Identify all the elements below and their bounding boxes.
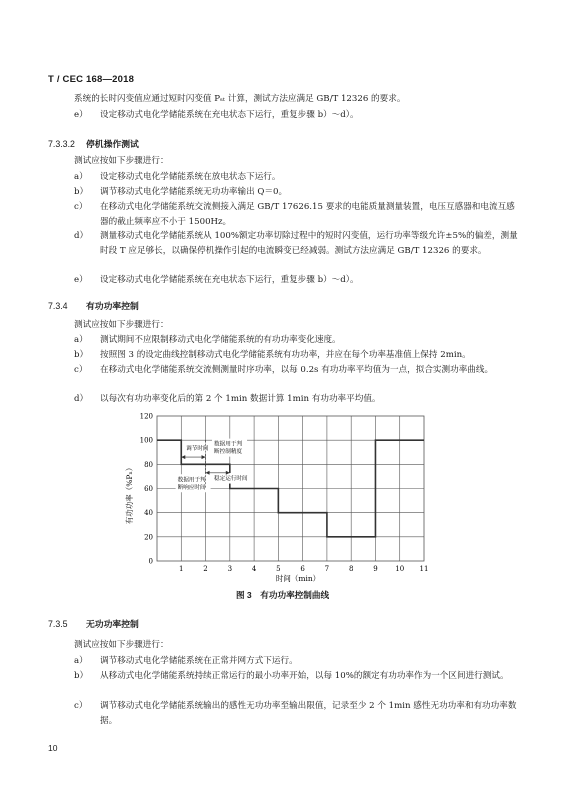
y-tick-label: 120: [139, 412, 153, 421]
annotation-text: 断控制精度: [214, 449, 243, 456]
y-tick-label: 40: [144, 509, 153, 518]
continued-line: 系统的长时闪变值应通过短时闪变值 Pₛₜ 计算，测试方法应满足 GB/T 12326 的要求。: [74, 94, 406, 104]
annotation-text: 数据用于判: [214, 441, 243, 448]
item-text: 在移动式电化学储能系统交流侧接入满足 GB/T 17626.15 要求的电能质量测量装置，电压互感器和电流互感器的截止频率应不小于 1500Hz。: [100, 202, 515, 227]
item-text: 在移动式电化学储能系统交流侧测量时序功率，以每 0.2s 有功功率平均值为一点，拟合实测功率曲线。: [100, 365, 494, 375]
stable-time-arrow-head-left: [206, 471, 210, 475]
y-tick-label: 80: [144, 460, 153, 469]
item-text: 调节移动式电化学储能系统无功功率输出 Q＝0。: [100, 187, 288, 197]
annotation-text: 断响应时间: [177, 484, 206, 491]
section-heading-735: [48, 617, 139, 630]
item-text: 调节移动式电化学储能系统在正常并网方式下运行。: [100, 656, 298, 666]
item-label: c）: [74, 365, 88, 375]
item-label: c）: [74, 701, 88, 711]
x-tick-label: 10: [395, 565, 405, 573]
x-tick-label: 7: [324, 565, 330, 573]
y-tick-label: 60: [144, 485, 153, 493]
chart-ticks: [140, 413, 429, 574]
y-tick-label: 20: [144, 533, 153, 542]
item-label: e）: [74, 110, 88, 120]
item-text: 设定移动式电化学储能系统在放电状态下运行。: [100, 172, 281, 182]
list-item: [74, 108, 564, 123]
annotation-text: 调节时间: [186, 445, 209, 452]
section-number: 7.3.4: [48, 301, 68, 311]
x-tick-label: 3: [227, 565, 233, 573]
item-label: d）: [74, 231, 89, 241]
x-tick-label: 8: [348, 565, 354, 573]
annotation-text: 数据用于判: [177, 477, 206, 484]
y-tick-label: 100: [139, 436, 153, 445]
y-axis-label: 有功功率（%Pₙ）: [125, 463, 134, 525]
item-text: 设定移动式电化学储能系统在充电状态下运行，重复步骤 b）～d）。: [100, 110, 359, 120]
figure-caption: 图 3 有功功率控制曲线: [235, 590, 330, 600]
section-intro: 测试应按如下步骤进行：: [74, 640, 169, 650]
y-tick-label: 0: [148, 557, 153, 566]
annotation-text: 稳定运行时间: [214, 476, 248, 483]
doc-header-id: T / CEC 168—2018: [48, 74, 135, 85]
x-axis-label: 时间（min）: [275, 574, 321, 583]
item-label: a）: [74, 335, 88, 345]
active-power-chart: [110, 408, 440, 586]
section-title: 有功功率控制: [86, 301, 139, 311]
item-label: a）: [74, 172, 88, 182]
section-intro: 测试应按如下步骤进行：: [74, 320, 169, 330]
x-tick-label: 5: [276, 565, 281, 573]
section-title: 停机操作测试: [86, 139, 139, 149]
item-label: c）: [74, 202, 88, 212]
x-tick-label: 11: [419, 565, 429, 573]
item-label: e）: [74, 275, 88, 285]
item-text: 从移动式电化学储能系统持续正常运行的最小功率开始，以每 10%的额定有功功率作为一个区间进行测试。: [100, 671, 509, 681]
item-label: b）: [74, 671, 89, 681]
item-text: 以每次有功功率变化后的第 2 个 1min 数据计算 1min 有功功率平均值。: [100, 394, 381, 404]
x-tick-label: 1: [179, 565, 184, 573]
section-title: 无功功率控制: [86, 619, 139, 629]
x-tick-label: 4: [251, 565, 257, 573]
item-label: b）: [74, 350, 89, 360]
section-intro: 测试应按如下步骤进行：: [74, 156, 169, 166]
item-label: b）: [74, 187, 89, 197]
item-text: 按照图 3 的设定曲线控制移动式电化学储能系统有功功率，并应在每个功率基准值上保持 2min。: [100, 350, 471, 360]
adjust-time-arrow-head-right: [202, 455, 206, 459]
item-text: 测试期间不应限制移动式电化学储能系统的有功功率变化速度。: [100, 335, 341, 345]
item-text: 测量移动式电化学储能系统从 100%额定功率切除过程中的短时闪变值，运行功率等级允许±5%的偏差，测量时段 T 应足够长，以确保停机操作引起的电流瞬变已经减弱。测试方法应满足 GB/T 12326 的要求。: [100, 231, 518, 256]
item-label: a）: [74, 656, 88, 666]
chart-annotations: [176, 439, 254, 493]
section-heading-7332: [48, 137, 139, 150]
section-heading-734: [48, 299, 139, 312]
section-number: 7.3.3.2: [48, 139, 75, 149]
x-tick-label: 6: [300, 565, 305, 573]
item-text: 调节移动式电化学储能系统输出的感性无功功率至输出限值，记录至少 2 个 1min 感性无功功率和有功功率数据。: [100, 701, 517, 726]
x-tick-label: 2: [203, 565, 208, 573]
x-tick-label: 9: [373, 565, 378, 573]
page-number: 10: [48, 743, 58, 753]
item-label: d）: [74, 394, 89, 404]
item-text: 设定移动式电化学储能系统在充电状态下运行，重复步骤 b）～d）。: [100, 275, 359, 285]
section-number: 7.3.5: [48, 619, 68, 629]
